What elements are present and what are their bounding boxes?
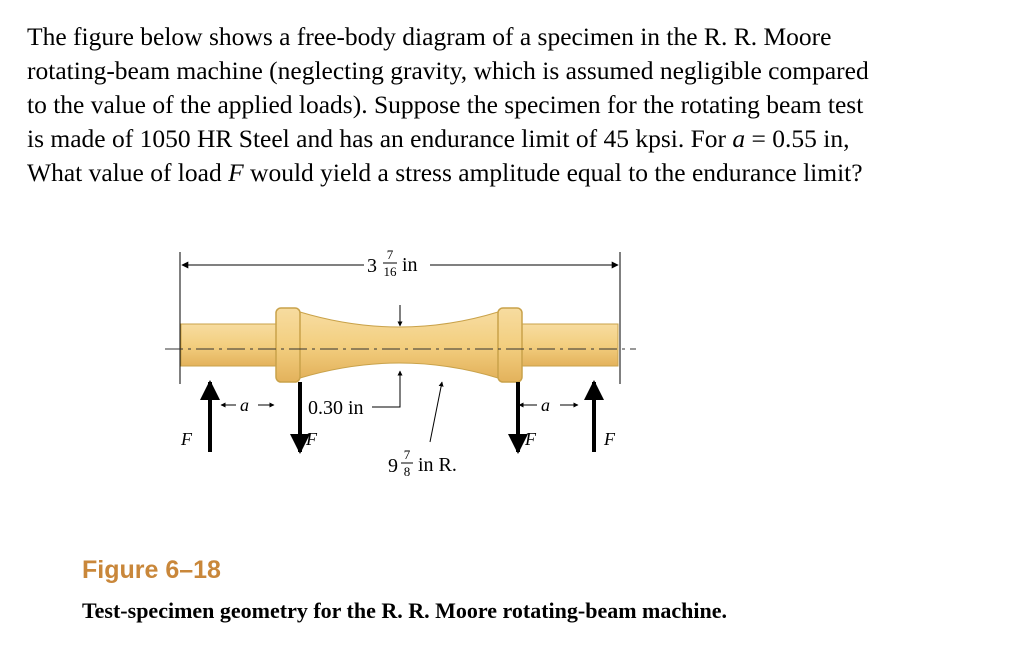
- free-body-diagram: [0, 230, 1024, 500]
- force-outer-left: [180, 382, 210, 452]
- dimension-a-right: [519, 395, 578, 415]
- force-label-outer-left: F: [181, 429, 192, 449]
- variable-a: a: [732, 124, 746, 153]
- neck-diameter-label: 0.30 in: [308, 397, 364, 419]
- neck-arrow-bottom: [372, 371, 400, 407]
- variable-f: F: [228, 158, 244, 187]
- force-label-inner-left: F: [306, 429, 317, 449]
- problem-line-5-question: would yield a stress amplitude equal to the endurance limit?: [243, 158, 863, 187]
- shaft-left-end: [181, 324, 281, 366]
- figure-title: Figure 6–18: [82, 556, 221, 584]
- problem-statement: [27, 20, 1007, 190]
- radius-leader: [430, 382, 442, 442]
- dimension-a-left: [221, 395, 274, 415]
- radius-annotation: [388, 382, 457, 479]
- force-inner-right: [518, 382, 537, 452]
- radius-whole: 9: [388, 455, 398, 477]
- shaft-right-end: [521, 324, 618, 366]
- force-label-inner-right: F: [525, 429, 536, 449]
- problem-line-5-text: What value of load: [27, 158, 229, 187]
- problem-line-4-value: = 0.55 in,: [745, 124, 850, 153]
- radius-denominator: 8: [403, 464, 411, 479]
- length-numerator: 7: [386, 247, 394, 262]
- collar-right: [498, 308, 522, 382]
- force-label-outer-right: F: [604, 429, 615, 449]
- problem-line-4-text: is made of 1050 HR Steel and has an endurance limit of 45 kpsi. For: [27, 124, 733, 153]
- collar-left: [276, 308, 300, 382]
- length-whole: 3: [367, 255, 377, 277]
- dim-a-right-label: a: [541, 395, 550, 415]
- problem-line-5: [27, 156, 1007, 190]
- radius-unit: in R.: [418, 454, 457, 476]
- dim-a-left-label: a: [240, 395, 249, 415]
- figure-caption: Test-specimen geometry for the R. R. Moore rotating-beam machine.: [82, 598, 727, 623]
- problem-line-1: The figure below shows a free-body diagram of a specimen in the R. R. Moore: [27, 22, 832, 51]
- force-outer-right: [594, 382, 616, 452]
- problem-line-4: [27, 122, 1007, 156]
- radius-numerator: 7: [403, 447, 411, 462]
- problem-line-3: to the value of the applied loads). Suppose the specimen for the rotating beam test: [27, 90, 864, 119]
- problem-line-2: rotating-beam machine (neglecting gravity, which is assumed negligible compared: [27, 56, 869, 85]
- length-unit: in: [402, 254, 418, 276]
- length-denominator: 16: [383, 264, 397, 279]
- specimen-neck: [300, 312, 498, 378]
